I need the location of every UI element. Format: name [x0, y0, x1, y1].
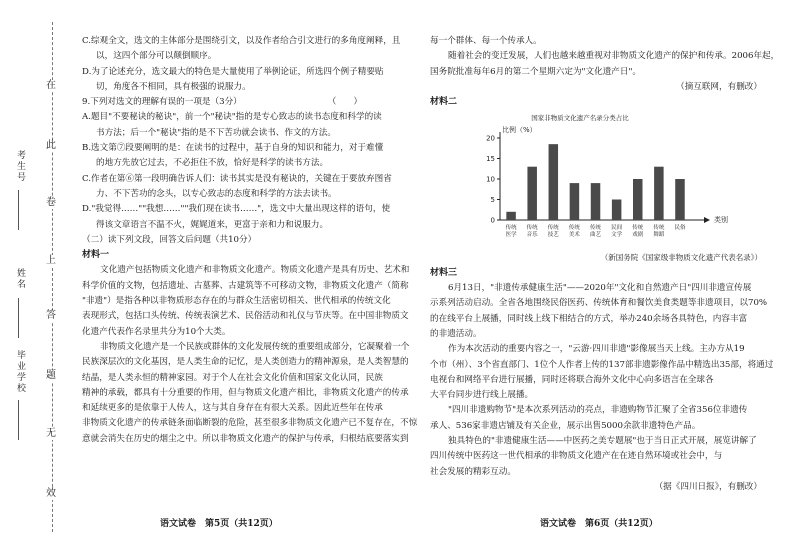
name-label: 姓名	[15, 268, 25, 290]
y-axis-label: 比例（%）	[502, 126, 537, 135]
y-tick-label: 20	[486, 134, 495, 143]
bar	[527, 167, 537, 220]
text-line: D."我觉得……""我想……""我们现在读书……"，选文中大量出现这样的语句，使	[82, 204, 391, 215]
gutter-char: 题	[46, 370, 56, 381]
text-line: 随着社会的变迁发展，人们也越来越重视对非物质文化遗产的保护和传承。2006年起，	[448, 51, 780, 62]
left-page	[82, 34, 418, 447]
text-line: 和延续更多的是依靠于人传人，这与其自身存在有很大关系。因此近些年在传承	[82, 403, 383, 414]
school-label: 毕业学校	[15, 350, 25, 394]
text-line: 每一个群体、每一个传承人。	[430, 36, 542, 46]
text-line: 电视台和网络平台进行展播，同时还将联合海外文化中心向多语言在全球各	[430, 374, 714, 385]
x-tick-label: 传统舞蹈	[653, 225, 665, 239]
text-line: 材料三	[430, 267, 458, 278]
text-line: 文化遗产包括物质文化遗产和非物质文化遗产。物质文化遗产是具有历史、艺术和	[100, 265, 410, 276]
text-line: 独具特色的"非遗健康生活——中医药之美专题展"也于当日正式开展，展览讲解了	[448, 436, 757, 447]
text-line: "四川非遗购物节"是本次系列活动的亮点，非遗购物节汇聚了全省356位非遗传	[448, 405, 748, 416]
text-line: 意就会消失在历史的烟尘之中。所以非物质文化遗产的保护与传承，归根结底要落实到	[82, 433, 409, 444]
text-line: 9.下列对选文的理解有误的一项是（3分） （ ）	[82, 97, 363, 108]
gutter-char: 答	[46, 310, 56, 321]
material2-source: （新国务院《国家级非物质文化遗产代表名录》）	[600, 253, 762, 263]
x-axis-arrow	[704, 217, 710, 223]
text-line: 的在线平台上展播，同时线上线下相结合的方式，举办240余场各具特色，内容丰富	[430, 313, 748, 324]
x-tick-label: 传统曲艺	[590, 225, 602, 239]
school-rule	[18, 400, 19, 440]
text-line: 表现形式，包括口头传统、传统表演艺术、民俗活动和礼仪与节庆等。在中国非物质文	[82, 311, 409, 322]
bar	[654, 167, 664, 220]
text-line: 化遗产代表作名录里共分为10个大类。	[82, 326, 231, 337]
exam-number-rule	[18, 190, 19, 230]
gutter-char: 无	[46, 428, 56, 439]
gutter-char: 效	[46, 488, 56, 499]
x-tick-label: 传统医学	[505, 225, 517, 239]
text-line: 社会发展的精彩互动。	[430, 466, 516, 477]
y-tick-label: 10	[486, 175, 495, 184]
gutter-char: 上	[46, 255, 56, 266]
text-line: （摘互联网，有删改）	[676, 81, 762, 92]
text-line: 民族深层次的文化基因，是人类生命的记忆，是人类创造力的精神源泉，是人类智慧的	[82, 357, 409, 368]
text-line: 切，角度各不相同，具有极强的说服力。	[96, 81, 251, 92]
text-line: 结晶，是人类永恒的精神家园。对于个人在社会文化价值和国家文化认同，民族	[82, 372, 383, 383]
y-tick-label: 0	[490, 216, 495, 225]
bar	[633, 179, 643, 220]
text-line: 非物质文化遗产的传承链条面临断裂的危险，甚至很多非物质文化遗产已不复存在，不惊	[82, 418, 418, 429]
text-line: "非遗"）是指各种以非物质形态存在的与群众生活密切相关、世代相承的传统文化	[82, 296, 391, 307]
text-line: 材料一	[82, 250, 110, 261]
x-tick-label: 民间文学	[611, 225, 623, 239]
text-line: （二）读下列文段，回答文后问题（共10分）	[82, 234, 257, 245]
text-line: 作为本次活动的重要内容之一，"云游·四川非遗"影像展当天上线。主办方从19	[448, 344, 745, 355]
bar	[570, 184, 580, 221]
x-axis-label: 类别	[714, 216, 728, 225]
text-line: 科学价值的文物，包括遗址、古墓葬、古建筑等不可移动文物，非物质文化遗产（简称	[82, 280, 409, 291]
gutter-char: 此	[46, 140, 56, 151]
gutter-char: 卷	[46, 197, 56, 208]
y-tick-label: 5	[490, 196, 495, 205]
text-line: 个市（州）、3个省直部门、1位个人作者上传的137部非遗影像作品中精选出35部，将通过	[430, 359, 774, 370]
text-line: 以，这四个部分可以颠倒顺序。	[96, 51, 217, 62]
text-line: 的非遗活动。	[430, 328, 482, 339]
binding-gutter	[0, 0, 80, 560]
right-page	[430, 34, 780, 495]
left-page-footer: 语文试卷 第5页（共12页）	[160, 519, 278, 529]
text-line: 示系列活动启动。全省各地围绕民俗医药、传统体育和餐饮美食类题等非遗项目，以70%	[430, 298, 768, 309]
text-line: 6月13日，"非遗传承健康生活"——2020年"文化和自然遗产日"四川非遗宣传展	[448, 283, 752, 294]
text-line: C.作者在第⑥第一段明确告诉人们：读书其实是没有秘诀的，关键在于要放弃图省	[82, 173, 392, 184]
right-page-footer: 语文试卷 第6页（共12页）	[540, 519, 658, 529]
gutter-char: 在	[46, 80, 56, 91]
x-tick-label: 民俗	[674, 225, 686, 232]
bar-chart	[460, 110, 760, 250]
text-line: C.综观全文，选文的主体部分是围绕引文，以及作者给合引文进行的多角度阐释，且	[82, 36, 401, 46]
text-line: 得该文章语言不温不火，娓娓道来，更富于亲和力和说服力。	[96, 219, 329, 230]
chart-title: 国家非物质文化遗产名录分类占比	[531, 114, 629, 123]
text-line: 非物质文化遗产是一个民族或群体的文化发展传统的重要组成部分，它凝聚着一个	[100, 341, 410, 352]
name-rule	[18, 298, 19, 338]
text-line: B.选文第⑦段要阐明的是：在读书的过程中，基于自身的知识和能力，对于难懂	[82, 143, 384, 154]
text-line: 书方法；后一个"秘诀"指的是不下苦功就会读书、作文的方法。	[96, 127, 336, 138]
bar	[612, 200, 622, 221]
text-line: A.题目"不要秘诀的秘诀"，前一个"秘诀"指的是专心致志的读书态度和科学的读	[82, 112, 382, 123]
x-tick-label: 传统音乐	[526, 225, 538, 239]
text-line: 精神的承载，都具有十分重要的作用，但与物质文化遗产相比，非物质文化遗产的传承	[82, 387, 409, 398]
bar	[506, 212, 515, 220]
text-line: （据《四川日报》，有删改）	[654, 481, 762, 492]
bar-chart-svg	[460, 110, 760, 250]
bar	[675, 179, 685, 220]
exam-number-label: 考生号	[15, 150, 25, 183]
bar	[591, 184, 601, 221]
text-line: D.为了论述充分，选文最大的特色是大量使用了举例论证，所选四个例子精要贴	[82, 66, 384, 77]
x-tick-label: 传统美术	[568, 225, 580, 239]
x-tick-label: 传统技艺	[547, 225, 559, 239]
text-line: 国务院批准每年6月的第二个星期六定为"文化遗产日"。	[430, 66, 642, 77]
y-tick-label: 15	[486, 155, 495, 164]
text-line: 承人、536家非遗店铺及有关企业，展示出售5000余款非遗特色产品。	[430, 420, 701, 431]
text-line: 的地方先放它过去，不必拒住不放，恰好是科学的读书方法。	[96, 158, 329, 169]
text-line: 大平台同步进行线上展播。	[430, 390, 534, 401]
x-tick-label: 传统戏剧	[632, 225, 644, 239]
binding-line	[52, 22, 53, 532]
bar	[549, 145, 559, 221]
text-line: 四川传统中医药这一世代相承的非物质文化遗产在在迹自然环境或社会中，与	[430, 451, 723, 462]
text-line: 力、不下苦功的念头，以专心致志的态度和科学的方法去读书。	[96, 188, 337, 199]
text-line: 材料二	[430, 97, 458, 108]
